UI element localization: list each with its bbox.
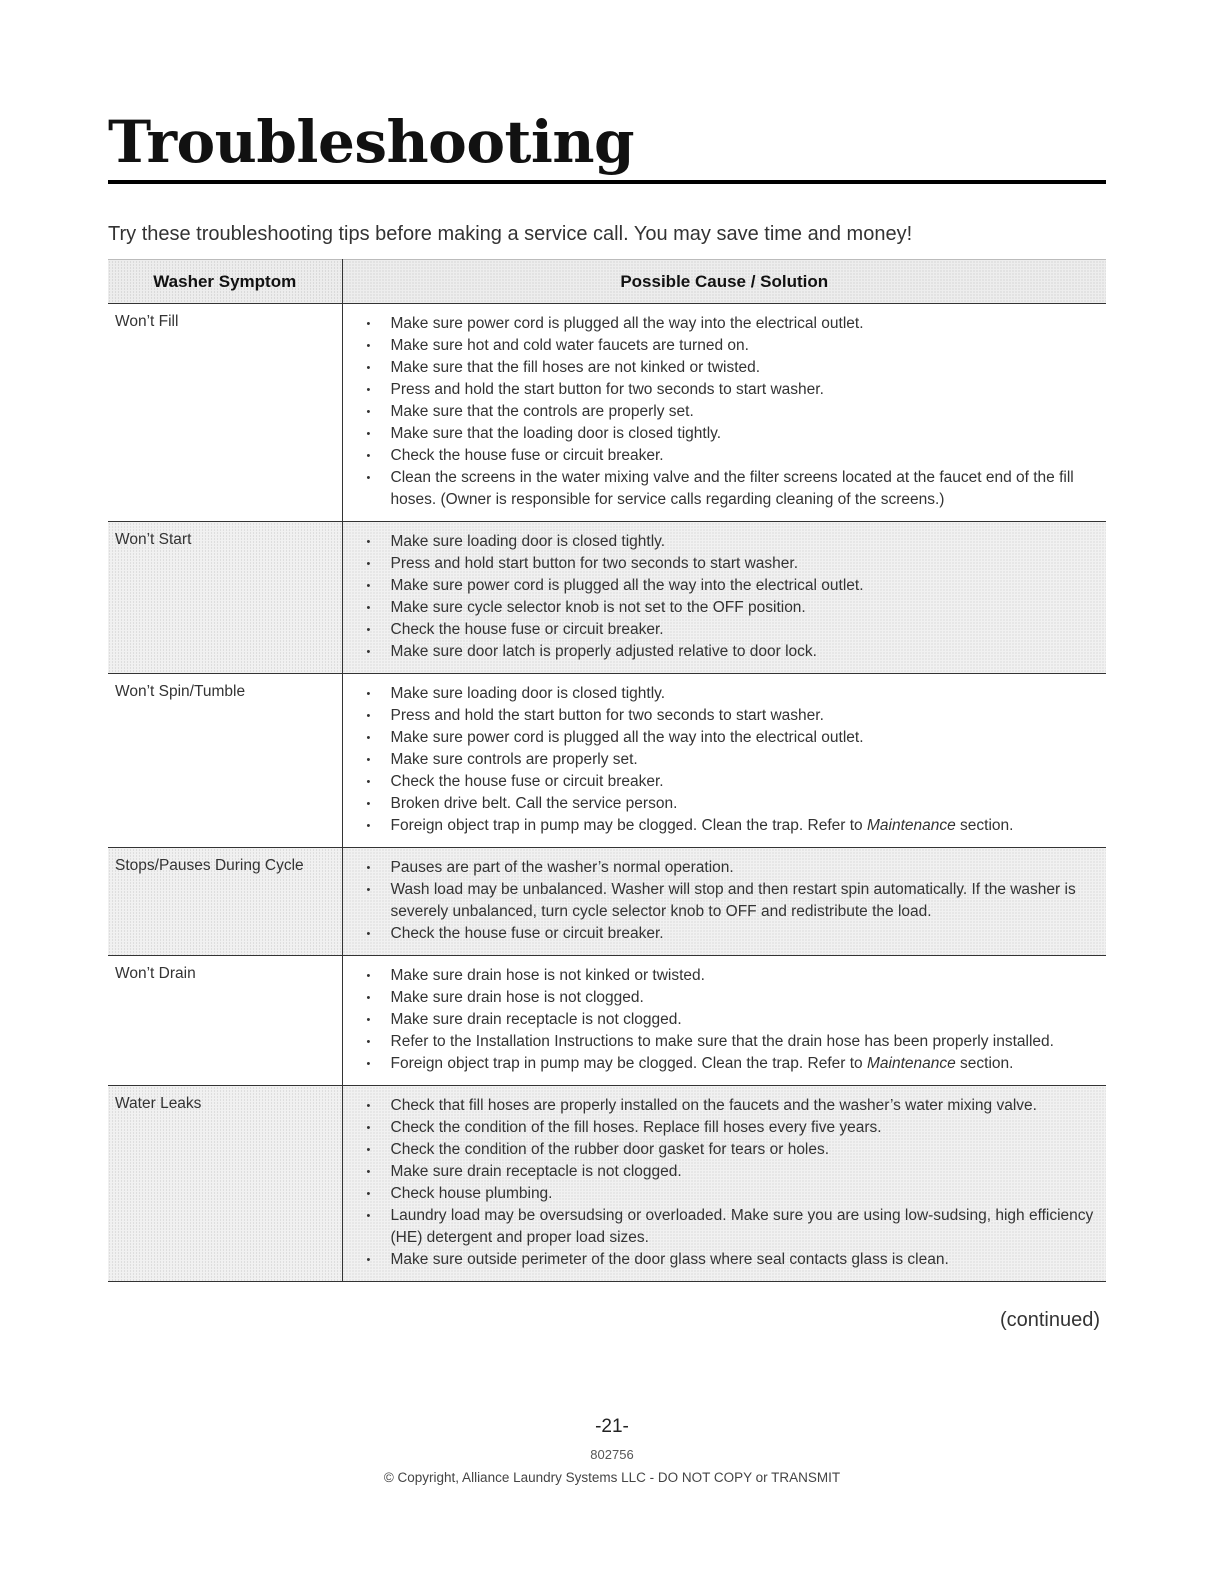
solution-list <box>343 313 1095 511</box>
troubleshooting-table <box>108 259 1106 1282</box>
list-item: • Make sure drain receptacle is not clogged. <box>391 1161 1095 1183</box>
list-item: • Make sure power cord is plugged all the way into the electrical outlet. <box>391 313 1095 335</box>
symptom-cell: Won’t Start <box>108 522 342 674</box>
list-item <box>391 815 1095 837</box>
table-header-row <box>108 260 1106 304</box>
list-item: • Make sure drain receptacle is not clogged. <box>391 1009 1095 1031</box>
list-item: • Check the condition of the rubber door gasket for tears or holes. <box>391 1139 1095 1161</box>
intro-text: Try these troubleshooting tips before making a service call. You may save time and money! <box>108 223 913 245</box>
table-row <box>108 674 1106 848</box>
list-item: • Make sure that the controls are properly set. <box>391 401 1095 423</box>
list-item: • Make sure that the loading door is closed tightly. <box>391 423 1095 445</box>
maintenance-reference: Maintenance <box>866 1055 956 1072</box>
table-row <box>108 304 1106 522</box>
solution-list <box>343 1095 1095 1271</box>
list-item: • Make sure controls are properly set. <box>391 749 1095 771</box>
trap-text: Foreign object trap in pump may be clogged. Clean the trap. Refer to <box>390 1055 867 1072</box>
list-item: • Make sure that the fill hoses are not kinked or twisted. <box>391 357 1095 379</box>
trap-text-end: section. <box>955 817 1014 834</box>
solution-cell <box>342 848 1106 956</box>
list-item: • Clean the screens in the water mixing valve and the filter screens located at the faucet end of the fill hoses. (Owner is responsible for service calls regarding cleaning of the screens.) <box>391 467 1095 511</box>
column-header-symptom: Washer Symptom <box>108 260 342 304</box>
list-item: • Refer to the Installation Instructions to make sure that the drain hose has been properly installed. <box>391 1031 1095 1053</box>
list-item: • Check the house fuse or circuit breaker. <box>391 771 1095 793</box>
list-item: • Check the house fuse or circuit breaker. <box>391 445 1095 467</box>
symptom-cell: Water Leaks <box>108 1086 342 1282</box>
table-row <box>108 522 1106 674</box>
list-item: • Wash load may be unbalanced. Washer will stop and then restart spin automatically. If the washer is severely unbalanced, turn cycle selector knob to OFF and redistribute the load. <box>391 879 1095 923</box>
list-item: • Make sure door latch is properly adjusted relative to door lock. <box>391 641 1095 663</box>
solution-cell <box>342 674 1106 848</box>
list-item: • Check house plumbing. <box>391 1183 1095 1205</box>
document-number: 802756 <box>590 1447 634 1462</box>
solution-list <box>343 531 1095 663</box>
table-row <box>108 848 1106 956</box>
solution-list <box>343 965 1095 1075</box>
list-item: • Laundry load may be oversudsing or overloaded. Make sure you are using low-sudsing, high efficiency (HE) detergent and proper load sizes. <box>391 1205 1095 1249</box>
list-item: • Check the condition of the fill hoses. Replace fill hoses every five years. <box>391 1117 1095 1139</box>
table-row <box>108 1086 1106 1282</box>
symptom-cell: Won’t Spin/Tumble <box>108 674 342 848</box>
trap-text: Foreign object trap in pump may be clogged. Clean the trap. Refer to <box>390 817 867 834</box>
table-row <box>108 956 1106 1086</box>
list-item: • Make sure outside perimeter of the door glass where seal contacts glass is clean. <box>391 1249 1095 1271</box>
list-item: • Make sure drain hose is not clogged. <box>391 987 1095 1009</box>
symptom-cell: Won’t Fill <box>108 304 342 522</box>
title-divider <box>108 180 1106 184</box>
page-number: -21- <box>595 1416 629 1437</box>
solution-cell <box>342 522 1106 674</box>
copyright-notice: © Copyright, Alliance Laundry Systems LLC - DO NOT COPY or TRANSMIT <box>383 1470 841 1485</box>
solution-cell <box>342 1086 1106 1282</box>
list-item: • Make sure drain hose is not kinked or twisted. <box>391 965 1095 987</box>
list-item: • Check the house fuse or circuit breaker. <box>391 619 1095 641</box>
list-item: • Pauses are part of the washer’s normal operation. <box>391 857 1095 879</box>
list-item: • Make sure hot and cold water faucets are turned on. <box>391 335 1095 357</box>
solution-cell <box>342 956 1106 1086</box>
list-item: • Make sure cycle selector knob is not set to the OFF position. <box>391 597 1095 619</box>
list-item: • Make sure power cord is plugged all the way into the electrical outlet. <box>391 727 1095 749</box>
list-item: • Press and hold start button for two seconds to start washer. <box>391 553 1095 575</box>
list-item <box>391 1053 1095 1075</box>
trap-text-end: section. <box>955 1055 1014 1072</box>
list-item: • Broken drive belt. Call the service person. <box>391 793 1095 815</box>
solution-cell <box>342 304 1106 522</box>
list-item: • Make sure power cord is plugged all the way into the electrical outlet. <box>391 575 1095 597</box>
list-item: • Check that fill hoses are properly installed on the faucets and the washer’s water mixing valve. <box>391 1095 1095 1117</box>
continued-label: (continued) <box>999 1309 1100 1331</box>
maintenance-reference: Maintenance <box>866 817 956 834</box>
solution-list <box>343 857 1095 945</box>
page-title: Troubleshooting <box>108 108 635 176</box>
list-item: • Make sure loading door is closed tightly. <box>391 531 1095 553</box>
symptom-cell: Stops/Pauses During Cycle <box>108 848 342 956</box>
list-item: • Press and hold the start button for two seconds to start washer. <box>391 705 1095 727</box>
list-item: • Press and hold the start button for two seconds to start washer. <box>391 379 1095 401</box>
symptom-cell: Won’t Drain <box>108 956 342 1086</box>
column-header-solution: Possible Cause / Solution <box>342 260 1106 304</box>
list-item: • Make sure loading door is closed tightly. <box>391 683 1095 705</box>
solution-list <box>343 683 1095 837</box>
list-item: • Check the house fuse or circuit breaker. <box>391 923 1095 945</box>
